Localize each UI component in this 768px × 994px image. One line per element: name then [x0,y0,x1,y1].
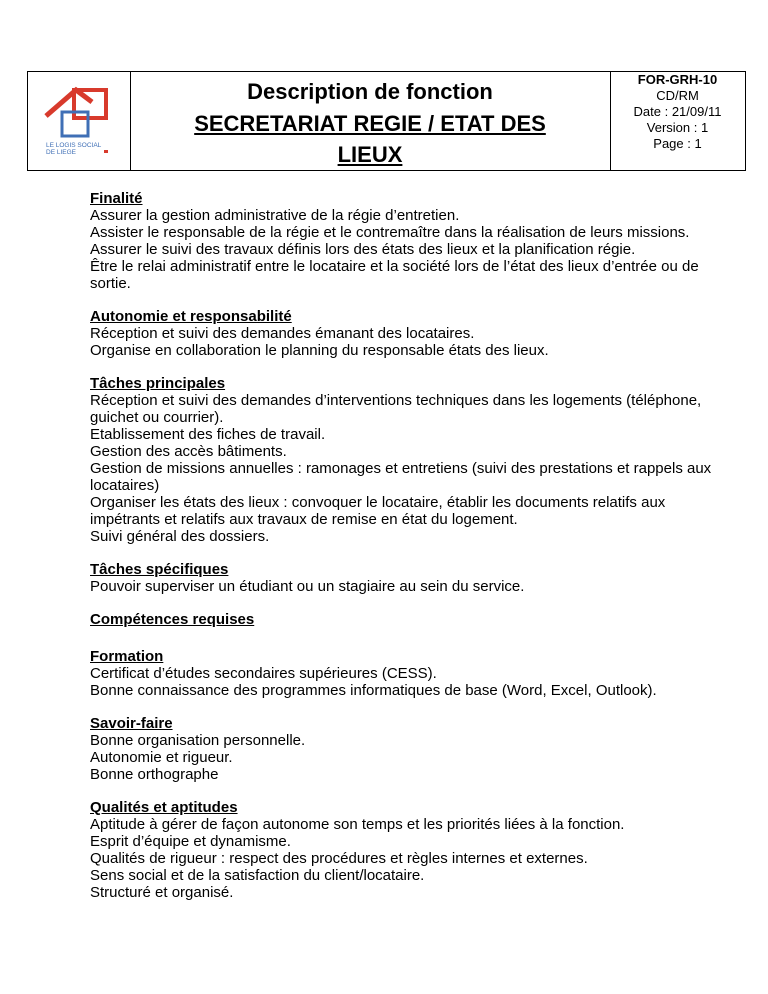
section-formation [90,648,720,699]
section-autonomie [90,308,720,359]
title-cell [130,72,611,170]
section-line: Gestion des accès bâtiments. [90,443,287,460]
section-line: Réception et suivi des demandes d’interventions techniques dans les logements (téléphone, guichet ou courrier). [90,392,702,426]
section-line: Etablissement des fiches de travail. [90,426,326,443]
function-title-line1: SECRETARIAT REGIE / ETAT DES [194,111,546,136]
section-line: Être le relai administratif entre le locataire et la société lors de l’état des lieux d’entrée ou de sortie. [90,258,699,292]
section-line: Qualités de rigueur : respect des procédures et règles internes et externes. [90,850,588,867]
document-initials: CD/RM [656,88,699,103]
section-taches-principales [90,375,720,545]
section-line: Assister le responsable de la régie et le contremaître dans la réalisation de leurs missions. [90,224,690,241]
section-line: Organise en collaboration le planning du responsable états des lieux. [90,342,549,359]
section-line: Structuré et organisé. [90,884,234,901]
section-heading: Qualités et aptitudes [90,799,238,816]
section-heading: Finalité [90,190,143,207]
section-line: Esprit d’équipe et dynamisme. [90,833,291,850]
company-logo [28,72,130,170]
section-line: Organiser les états des lieux : convoquer le locataire, établir les documents relatifs aux impétrants et relatifs aux travaux de remise en état du logement. [90,494,666,528]
section-heading: Tâches principales [90,375,226,392]
logo-text-line2: DE LIEGE [46,149,76,156]
section-taches-specifiques [90,561,720,595]
document-header [27,71,746,171]
logo-cell [28,72,131,170]
document-title: Description de fonction [247,79,493,104]
document-code: FOR-GRH-10 [637,72,718,87]
section-line: Bonne organisation personnelle. [90,732,306,749]
document-page: Page : 1 [653,136,702,151]
section-competences [90,611,720,628]
section-line: Réception et suivi des demandes émanant des locataires. [90,325,475,342]
document-body [90,190,720,917]
section-qualites [90,799,720,901]
section-finalite [90,190,720,292]
section-heading: Formation [90,648,164,665]
document-date: Date : 21/09/11 [633,104,722,119]
section-line: Assurer la gestion administrative de la régie d’entretien. [90,207,460,224]
section-line: Certificat d’études secondaires supérieures (CESS). [90,665,437,682]
section-heading: Tâches spécifiques [90,561,229,578]
document-version: Version : 1 [646,120,709,135]
section-line: Bonne orthographe [90,766,219,783]
section-savoir-faire [90,715,720,783]
section-line: Bonne connaissance des programmes informatiques de base (Word, Excel, Outlook). [90,682,657,699]
meta-cell [610,72,745,170]
section-line: Gestion de missions annuelles : ramonages et entretiens (suivi des prestations et rappels aux locataires) [90,460,712,494]
logo-text-line1: LE LOGIS SOCIAL [46,142,102,149]
section-line: Autonomie et rigueur. [90,749,233,766]
section-heading: Autonomie et responsabilité [90,308,292,325]
section-heading: Savoir-faire [90,715,173,732]
section-heading: Compétences requises [90,611,255,628]
section-line: Aptitude à gérer de façon autonome son temps et les priorités liées à la fonction. [90,816,625,833]
function-title-line2: LIEUX [337,142,403,167]
section-line: Sens social et de la satisfaction du client/locataire. [90,867,425,884]
section-line: Suivi général des dossiers. [90,528,270,545]
section-line: Assurer le suivi des travaux définis lors des états des lieux et la planification régie. [90,241,636,258]
logo-red-mark [104,150,108,153]
section-line: Pouvoir superviser un étudiant ou un stagiaire au sein du service. [90,578,525,595]
